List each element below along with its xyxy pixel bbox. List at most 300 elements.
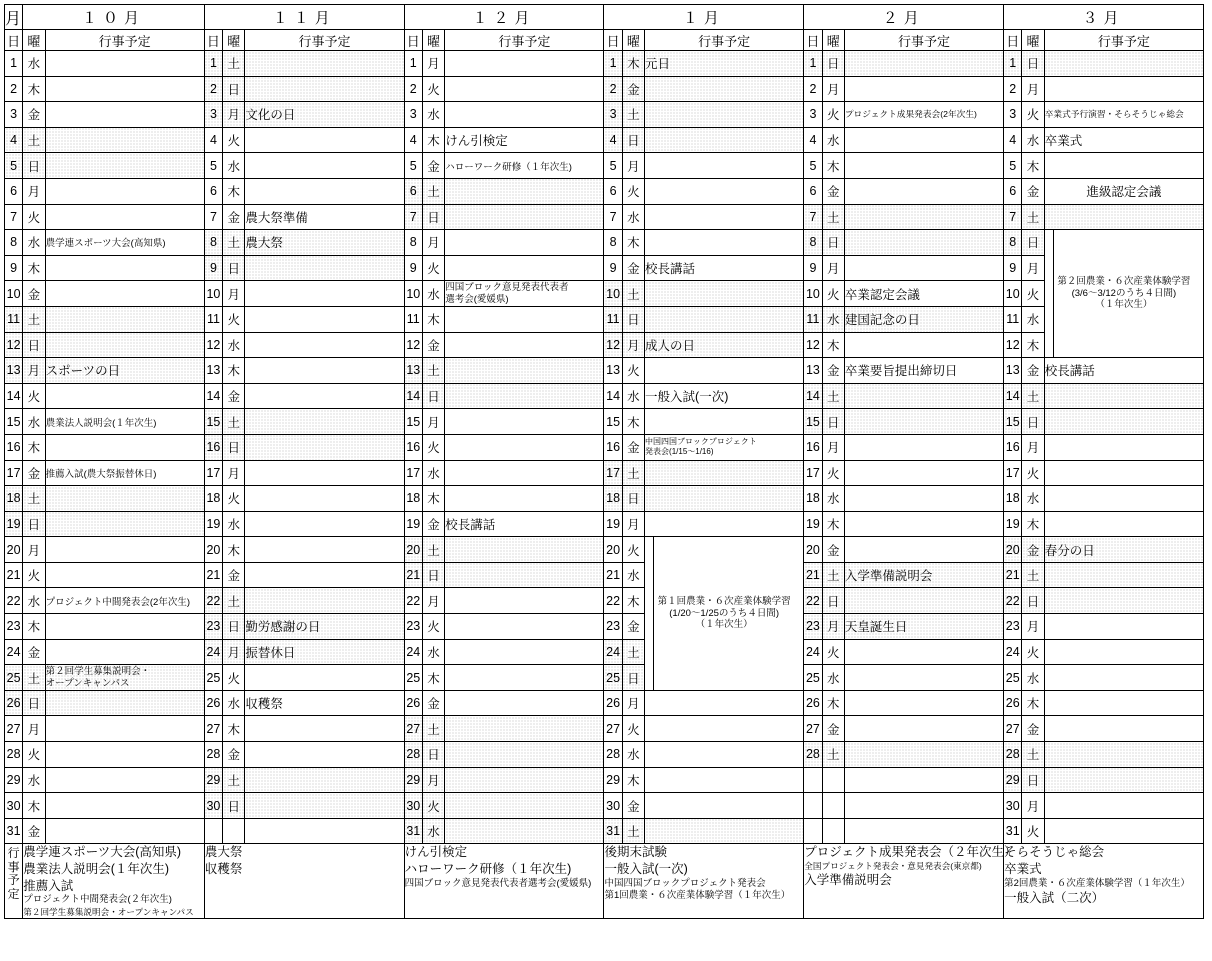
weekday-2: 月 [822,434,844,460]
weekday-10: 月 [23,716,45,742]
weekday-11: 金 [223,562,245,588]
day-number-10: 24 [5,639,23,665]
weekday-11: 火 [223,665,245,691]
event-cell-10 [45,409,204,435]
event-cell-12 [445,434,604,460]
event-cell-10 [45,102,204,128]
weekday-11: 土 [223,588,245,614]
weekday-10: 木 [23,614,45,640]
weekday-2: 火 [822,460,844,486]
day-number-10: 27 [5,716,23,742]
weekday-11: 水 [223,511,245,537]
day-number-11: 27 [204,716,222,742]
summary-item: プロジェクト成果発表会（２年次生） [804,845,1017,860]
day-number-12: 23 [404,614,422,640]
event-cell-2 [844,793,1003,819]
weekday-3: 火 [1022,102,1044,128]
day-number-12: 3 [404,102,422,128]
event-cell-3 [1044,742,1203,768]
weekday-1: 月 [622,332,644,358]
event-text-line: 進級認定会議 [1086,185,1162,200]
event-cell-11 [245,742,404,768]
day-number-12: 25 [404,665,422,691]
event-cell-11 [245,255,404,281]
weekday-header-11: 曜 [223,30,245,51]
weekday-11: 月 [223,639,245,665]
day-number-10: 19 [5,511,23,537]
day-number-12: 4 [404,127,422,153]
weekday-11: 日 [223,434,245,460]
weekday-12: 水 [422,818,444,844]
multi-day-event-line: 第１回農業・６次産業体験学習 [657,596,791,608]
day-number-12: 7 [404,204,422,230]
day-number-3: 20 [1004,537,1022,563]
summary-cell-3 [1004,844,1204,919]
event-cell-10 [45,281,204,307]
event-text-line: 農大祭 [245,236,283,251]
weekday-12: 水 [422,639,444,665]
event-cell-10 [45,230,204,256]
weekday-12: 火 [422,793,444,819]
weekday-11: 金 [223,742,245,768]
event-cell-1 [645,204,804,230]
event-cell-11 [245,818,404,844]
summary-item: 入学準備説明会 [804,873,892,888]
day-number-2: 1 [804,51,822,77]
event-cell-10 [45,358,204,384]
day-number-12: 31 [404,818,422,844]
table-row [5,102,1204,128]
month-title-10: １０月 [23,5,205,30]
weekday-2: 土 [822,742,844,768]
event-cell-1 [645,409,804,435]
weekday-10: 火 [23,204,45,230]
month-title-12: １２月 [404,5,604,30]
summary-row [5,844,1204,919]
weekday-12: 火 [422,255,444,281]
event-cell-1 [645,818,804,844]
event-cell-12 [445,639,604,665]
table-row [5,793,1204,819]
event-cell-11 [245,178,404,204]
annual-schedule-table [4,4,1204,919]
event-cell-10 [45,255,204,281]
day-number-12: 1 [404,51,422,77]
event-cell-10 [45,332,204,358]
weekday-1: 水 [622,383,644,409]
weekday-10: 木 [23,76,45,102]
day-number-10: 22 [5,588,23,614]
weekday-12: 水 [422,460,444,486]
day-number-3: 7 [1004,204,1022,230]
event-cell-1 [645,793,804,819]
weekday-12: 土 [422,537,444,563]
event-cell-11 [245,767,404,793]
day-number-3: 13 [1004,358,1022,384]
weekday-1: 木 [622,409,644,435]
weekday-11: 火 [223,486,245,512]
event-cell-3 [1044,204,1203,230]
day-number-1: 20 [604,537,622,563]
event-text-line: 卒業式 [1044,134,1083,149]
corner-day-label: 日 [5,30,23,51]
day-number-1: 11 [604,306,622,332]
multi-day-event-line: 第２回農業・６次産業体験学習 [1057,276,1191,288]
event-text-line: 農学連スポーツ大会(高知県) [45,238,166,250]
weekday-3: 土 [1022,562,1044,588]
table-row [5,742,1204,768]
weekday-10: 月 [23,537,45,563]
day-number-11: 8 [204,230,222,256]
event-cell-11 [245,434,404,460]
weekday-header-12: 曜 [422,30,444,51]
weekday-3: 火 [1022,639,1044,665]
day-number-12: 15 [404,409,422,435]
summary-label-char-1: 事 [7,859,20,874]
day-number-11: 11 [204,306,222,332]
weekday-3: 月 [1022,793,1044,819]
event-cell-1 [645,690,804,716]
day-number-2: 13 [804,358,822,384]
day-number-12: 10 [404,281,422,307]
event-cell-10 [45,76,204,102]
weekday-3: 月 [1022,255,1044,281]
weekday-2: 水 [822,127,844,153]
summary-item: 全国プロジェクト発表会・意見発表会(東京都) [804,861,982,872]
day-number-11: 21 [204,562,222,588]
event-cell-11 [245,230,404,256]
day-number-10: 14 [5,383,23,409]
weekday-3: 水 [1022,127,1044,153]
weekday-2: 金 [822,537,844,563]
day-number-10: 8 [5,230,23,256]
event-cell-3 [1044,665,1203,691]
event-text-line: 校長講話 [445,517,496,532]
weekday-10: 水 [23,51,45,77]
event-cell-1 [645,76,804,102]
day-number-12: 12 [404,332,422,358]
table-row [5,76,1204,102]
weekday-3: 日 [1022,409,1044,435]
weekday-11: 土 [223,230,245,256]
weekday-11: 土 [223,767,245,793]
event-text-line: 春分の日 [1044,543,1095,558]
weekday-1: 日 [622,306,644,332]
day-number-2: 28 [804,742,822,768]
weekday-12: 月 [422,230,444,256]
day-number-2: 7 [804,204,822,230]
weekday-11: 日 [223,793,245,819]
weekday-11: 土 [223,409,245,435]
weekday-3: 火 [1022,460,1044,486]
event-cell-3 [1044,716,1203,742]
day-number-2: 14 [804,383,822,409]
day-number-12: 18 [404,486,422,512]
weekday-12: 木 [422,665,444,691]
weekday-11: 木 [223,178,245,204]
day-number-2: 8 [804,230,822,256]
weekday-10: 金 [23,818,45,844]
day-number-11: 5 [204,153,222,179]
weekday-2: 水 [822,665,844,691]
event-cell-2 [844,511,1003,537]
day-number-1: 14 [604,383,622,409]
day-number-1: 5 [604,153,622,179]
event-text-line: ハローワーク研修（１年次生) [445,161,572,173]
month-header-row [5,5,1204,30]
day-number-10: 25 [5,665,23,691]
summary-item: 収穫祭 [204,862,243,877]
summary-label-char-3: 定 [7,886,20,901]
day-header-1: 日 [604,30,622,51]
column-header-row [5,30,1204,51]
day-number-2: 16 [804,434,822,460]
event-cell-12 [445,793,604,819]
event-cell-3 [1044,434,1203,460]
table-row [5,255,1204,281]
weekday-2: 金 [822,716,844,742]
event-cell-10 [45,537,204,563]
day-number-2: 22 [804,588,822,614]
table-row [5,614,1204,640]
day-number-1: 18 [604,486,622,512]
weekday-1: 火 [622,537,644,563]
weekday-1: 金 [622,76,644,102]
event-cell-12 [445,588,604,614]
weekday-3: 月 [1022,76,1044,102]
event-cell-12 [445,716,604,742]
event-cell-2 [844,153,1003,179]
day-number-10: 2 [5,76,23,102]
weekday-12: 日 [422,383,444,409]
weekday-2: 土 [822,204,844,230]
weekday-3: 土 [1022,742,1044,768]
weekday-2: 土 [822,383,844,409]
weekday-2 [822,793,844,819]
day-number-10: 21 [5,562,23,588]
weekday-header-3: 曜 [1022,30,1044,51]
day-number-2: 26 [804,690,822,716]
weekday-header-10: 曜 [23,30,45,51]
multi-day-event-line: （１年次生） [695,619,753,631]
weekday-11: 日 [223,614,245,640]
day-number-1: 30 [604,793,622,819]
table-row [5,639,1204,665]
month-title-2: ２月 [804,5,1004,30]
event-text-line: 元日 [645,57,671,72]
event-text-line: 文化の日 [245,108,296,123]
day-number-2: 25 [804,665,822,691]
weekday-10: 木 [23,255,45,281]
day-number-10: 20 [5,537,23,563]
day-number-11: 16 [204,434,222,460]
event-cell-11 [245,204,404,230]
event-cell-1 [645,178,804,204]
weekday-2: 火 [822,281,844,307]
day-number-11: 1 [204,51,222,77]
event-cell-3 [1044,767,1203,793]
event-cell-3 [1044,562,1203,588]
summary-item: プロジェクト中間発表会(２年次生) [23,894,172,906]
day-number-2: 12 [804,332,822,358]
weekday-2 [822,767,844,793]
day-number-10: 15 [5,409,23,435]
day-number-3: 6 [1004,178,1022,204]
event-text-line: 推薦入試(農大祭振替休日) [45,468,157,480]
event-cell-10 [45,614,204,640]
weekday-2: 月 [822,614,844,640]
event-cell-11 [245,793,404,819]
day-number-3: 14 [1004,383,1022,409]
event-text-line: 校長講話 [1044,364,1095,379]
event-cell-11 [245,614,404,640]
day-number-3: 28 [1004,742,1022,768]
weekday-12: 火 [422,76,444,102]
weekday-2: 日 [822,588,844,614]
weekday-12: 日 [422,204,444,230]
event-cell-12 [445,562,604,588]
month-title-3: ３月 [1004,5,1204,30]
event-cell-2 [844,818,1003,844]
weekday-1: 火 [622,178,644,204]
event-cell-10 [45,383,204,409]
multi-day-event-line: （１年次生） [1095,299,1153,311]
table-row [5,332,1204,358]
day-number-1: 21 [604,562,622,588]
weekday-3: 木 [1022,690,1044,716]
event-cell-11 [245,562,404,588]
summary-cell-10 [23,844,205,919]
day-number-10: 7 [5,204,23,230]
weekday-1: 木 [622,588,644,614]
event-text-line: プロジェクト中間発表会(2年次生) [45,596,190,608]
summary-item: 一般入試（二次） [1004,891,1105,906]
weekday-3: 月 [1022,614,1044,640]
weekday-1: 土 [622,281,644,307]
event-cell-11 [245,358,404,384]
day-number-1: 17 [604,460,622,486]
month-title-11: １１月 [204,5,404,30]
event-text-line: 校長講話 [645,262,696,277]
vertical-span-line [653,537,654,690]
weekday-10: 金 [23,281,45,307]
weekday-1: 木 [622,767,644,793]
event-cell-2 [844,460,1003,486]
weekday-11: 水 [223,690,245,716]
event-cell-12 [445,76,604,102]
event-cell-2 [844,358,1003,384]
day-number-11: 2 [204,76,222,102]
event-cell-12 [445,358,604,384]
day-number-10: 29 [5,767,23,793]
event-cell-12 [445,153,604,179]
weekday-11: 月 [223,102,245,128]
event-cell-11 [245,281,404,307]
day-number-2: 24 [804,639,822,665]
event-text-line: 建国記念の日 [844,313,920,328]
event-text-line: 卒業要旨提出締切日 [844,364,958,379]
event-cell-12 [445,383,604,409]
day-number-1: 4 [604,127,622,153]
event-cell-1 [645,51,804,77]
event-cell-2 [844,665,1003,691]
event-cell-10 [45,690,204,716]
event-cell-3 [1044,76,1203,102]
weekday-12: 水 [422,102,444,128]
weekday-1: 日 [622,127,644,153]
weekday-10: 水 [23,409,45,435]
weekday-3: 水 [1022,306,1044,332]
weekday-11: 水 [223,332,245,358]
day-number-11: 14 [204,383,222,409]
day-number-12: 20 [404,537,422,563]
table-row [5,281,1204,307]
event-cell-1 [645,255,804,281]
day-number-11: 9 [204,255,222,281]
summary-item: 農大祭 [204,845,243,860]
event-cell-1 [645,127,804,153]
weekday-header-2: 曜 [822,30,844,51]
day-number-2 [804,767,822,793]
day-number-2: 9 [804,255,822,281]
weekday-12: 月 [422,409,444,435]
weekday-1: 金 [622,434,644,460]
day-number-3: 8 [1004,230,1022,256]
event-cell-11 [245,76,404,102]
event-cell-2 [844,614,1003,640]
event-cell-2 [844,383,1003,409]
event-cell-2 [844,332,1003,358]
event-cell-2 [844,178,1003,204]
weekday-12: 火 [422,614,444,640]
event-cell-10 [45,818,204,844]
weekday-3: 日 [1022,51,1044,77]
day-number-12: 24 [404,639,422,665]
table-row [5,204,1204,230]
event-cell-10 [45,153,204,179]
day-number-10: 30 [5,793,23,819]
day-number-2: 20 [804,537,822,563]
event-cell-2 [844,537,1003,563]
event-cell-3 [1044,153,1203,179]
day-number-2: 18 [804,486,822,512]
weekday-1: 土 [622,639,644,665]
day-number-11 [204,818,222,844]
event-cell-12 [445,409,604,435]
event-cell-1 [645,434,804,460]
event-cell-3 [1044,358,1203,384]
day-number-12: 16 [404,434,422,460]
event-cell-12 [445,511,604,537]
day-number-3: 17 [1004,460,1022,486]
weekday-10: 火 [23,383,45,409]
event-cell-3 [1044,102,1203,128]
day-number-12: 13 [404,358,422,384]
day-number-2: 6 [804,178,822,204]
weekday-11: 土 [223,51,245,77]
event-cell-11 [245,537,404,563]
table-row [5,127,1204,153]
table-row [5,511,1204,537]
event-text-line: 四国ブロック意見発表代表者 [445,282,569,294]
summary-item: 中国四国ブロックプロジェクト発表会 [604,877,766,889]
day-number-10: 31 [5,818,23,844]
weekday-2: 日 [822,230,844,256]
day-number-2: 5 [804,153,822,179]
weekday-10: 土 [23,127,45,153]
event-cell-3 [1044,409,1203,435]
day-number-12: 29 [404,767,422,793]
